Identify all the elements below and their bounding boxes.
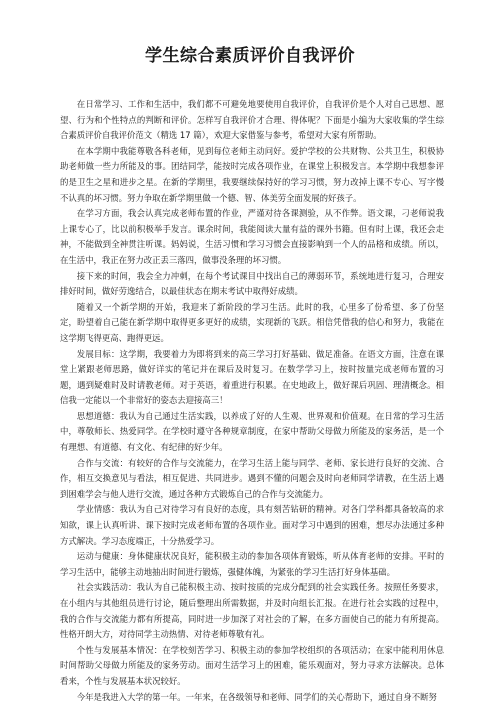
paragraph: 在本学期中我能尊敬各科老师，见到每位老师主动问好。爱护学校的公共财物、公共卫生，积极协助老师做一些力所能及的事。团结同学，能按时完成各项作业，在课堂上积极发言。本学期中我想参评的是卫生之星和进步之星。在新的学期里，我要继续保持好的学习习惯，努力改掉上课不专心、写字慢不认真的坏习惯。努力争取在新学期里做一个德、智、体美劳全面发展的好孩子。	[60, 145, 444, 203]
paragraph-development-goals: 发展目标：这学期，我要着力为即将到来的高三学习打好基础、做足准备。在语文方面，注意在课堂上紧跟老师思路，做好详实的笔记并在课后及时复习。在数学学习上，按时按量完成老师布置的习题，遇到疑难时及时请教老师。对于英语，着重进行积累。在史地政上，做好课后巩固、理清概念。相信我一定能以一个非常好的姿态去迎接高三！	[60, 348, 444, 406]
paragraph: 随着又一个新学期的开始，我迎来了新阶段的学习生活。此时的我，心里多了份希望、多了份坚定，盼望着自己能在新学期中取得更多更好的成绩，实现新的飞跃。相信凭借我的信心和努力，我能在这学期飞得更高、跑得更远。	[60, 301, 444, 343]
paragraph-academic: 学业情感：我认为自己对待学习有良好的态度，具有刻苦钻研的精神。对各门学科都具备较高的求知欲，课上认真听讲、课下按时完成老师布置的各项作业。面对学习中遇到的困难，想尽办法通过多种方式解决。学习态度端正，十分热爱学习。	[60, 504, 444, 546]
paragraph-social-practice: 社会实践活动：我认为自己能积极主动、按时按质的完成分配到的社会实践任务。按照任务要求，在小组内与其他组员进行讨论，随后整理出所需数据，并及时向组长汇报。在进行社会实践的过程中，我的合作与交流能力都有所提高，同时进一步加深了对社会的了解，在多方面使自己的能力有所提高。性格开朗大方，对待同学主动热情、对待老师尊敬有礼。	[60, 582, 444, 640]
page-title: 学生综合素质评价自我评价	[145, 46, 355, 66]
paragraph: 在学习方面，我会认真完成老师布置的作业，严谨对待各课测验，从不作弊。语文课，刁老师说我上课专心了，比以前积极举手发言。课余时间，我能阅读大量有益的课外书籍。但有时上课，我还会走神，不能做到全神贯注听课。妈妈说，生活习惯和学习习惯会直接影响到一个人的品格和成绩。所以，在生活中，我正在努力改正丢三落四，做事没条理的坏习惯。	[60, 208, 444, 265]
paragraph-university: 今年是我进入大学的第一年。一年来，在各级领导和老师、同学们的关心帮助下，通过自身不断努	[76, 691, 437, 702]
paragraph: 接下来的时间，我会全力冲刺，在每个考试课目中找出自己的薄弱环节，系统地进行复习，合理安排好时间，做好劳逸结合，以最佳状态在期末考试中取得好成绩。	[60, 270, 444, 297]
paragraph-moral: 思想道德：我认为自己通过生活实践，以养成了好的人生观、世界观和价值观。在日常的学习生活中，尊敬师长、热爱同学。在学校时遵守各种规章制度，在家中帮助父母做力所能及的家务活，是一个有理想、有道德、有文化、有纪律的好少年。	[60, 410, 444, 453]
article-body	[60, 97, 444, 705]
paragraph-health: 运动与健康：身体健康状况良好，能积极主动的参加各项体育锻炼，听从体育老师的安排。平时的学习生活中，能够主动地抽出时间进行锻炼，强健体魄，为紧张的学习生活打好身体基础。	[60, 551, 444, 577]
paragraph-personality: 个性与发展基本情况：在学校刻苦学习、积极主动的参加学校组织的各项活动；在家中能利用休息时间帮助父母做力所能及的家务劳动。面对生活学习上的困难，能乐观面对，努力寻求方法解决。总体看来，个性与发展基本状况较好。	[60, 644, 444, 686]
paragraph-cooperation: 合作与交流：有较好的合作与交流能力，在学习生活上能与同学、老师、家长进行良好的交流、合作，相互交换意见与看法，相互促进、共同进步。遇到不懂的问题会及时向老师同学请教，在生活上遇到困难学会与他人进行交流，通过各种方式锻炼自己的合作与交流能力。	[60, 457, 444, 499]
paragraph-intro: 在日常学习、工作和生活中，我们都不可避免地要使用自我评价，自我评价是个人对自己思想、愿望、行为和个性特点的判断和评价。怎样写自我评价才合理、得体呢？下面是小编为大家收集的学生综合素质评价自我评价范文（精选 17 篇），欢迎大家借鉴与参考，希望对大家有所帮助。	[60, 99, 444, 141]
